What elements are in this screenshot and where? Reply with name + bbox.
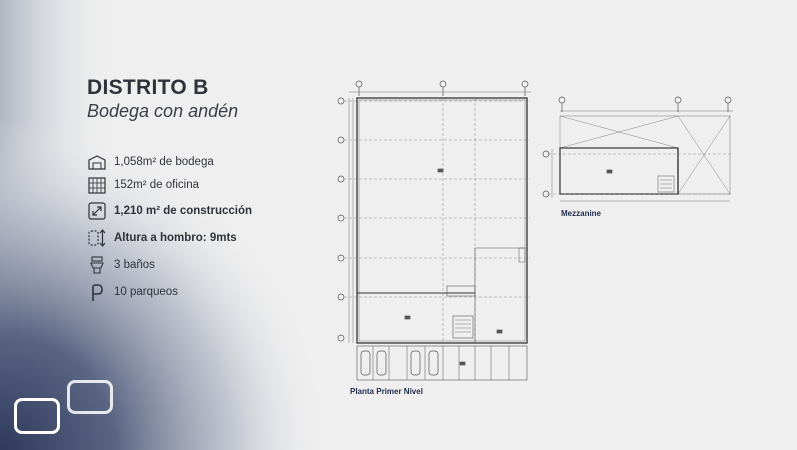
feature-warehouse: [87, 151, 214, 173]
toilet-icon: [87, 255, 107, 275]
feature-bathrooms: [87, 254, 155, 276]
mezzanine-caption: Mezzanine: [561, 209, 602, 218]
height-icon: [87, 228, 107, 248]
warehouse-icon: [87, 152, 107, 172]
feature-office-text: 152m² de oficina: [114, 179, 200, 191]
ground-floor-plan: [335, 78, 540, 383]
feature-bathrooms-text: 3 baños: [114, 259, 155, 271]
feature-height: [87, 227, 237, 249]
ground-floor-caption: Planta Primer Nivel: [350, 387, 423, 396]
page-subtitle: Bodega con andén: [87, 101, 239, 121]
feature-warehouse-text: 1,058m² de bodega: [114, 156, 214, 168]
parking-icon: [87, 282, 107, 302]
feature-office: [87, 174, 199, 196]
page-title: DISTRITO B: [87, 76, 209, 99]
expand-arrows-icon: [87, 201, 107, 221]
feature-parking-text: 10 parqueos: [114, 286, 178, 298]
decorative-square-small: [67, 380, 113, 414]
feature-height-text: Altura a hombro: 9mts: [114, 232, 237, 244]
decorative-square-large: [14, 398, 60, 434]
mezzanine-plan: [538, 94, 738, 210]
office-building-icon: [87, 175, 107, 195]
feature-construction: [87, 200, 252, 222]
feature-parking: [87, 281, 178, 303]
feature-construction-text: 1,210 m² de construcción: [114, 205, 253, 217]
